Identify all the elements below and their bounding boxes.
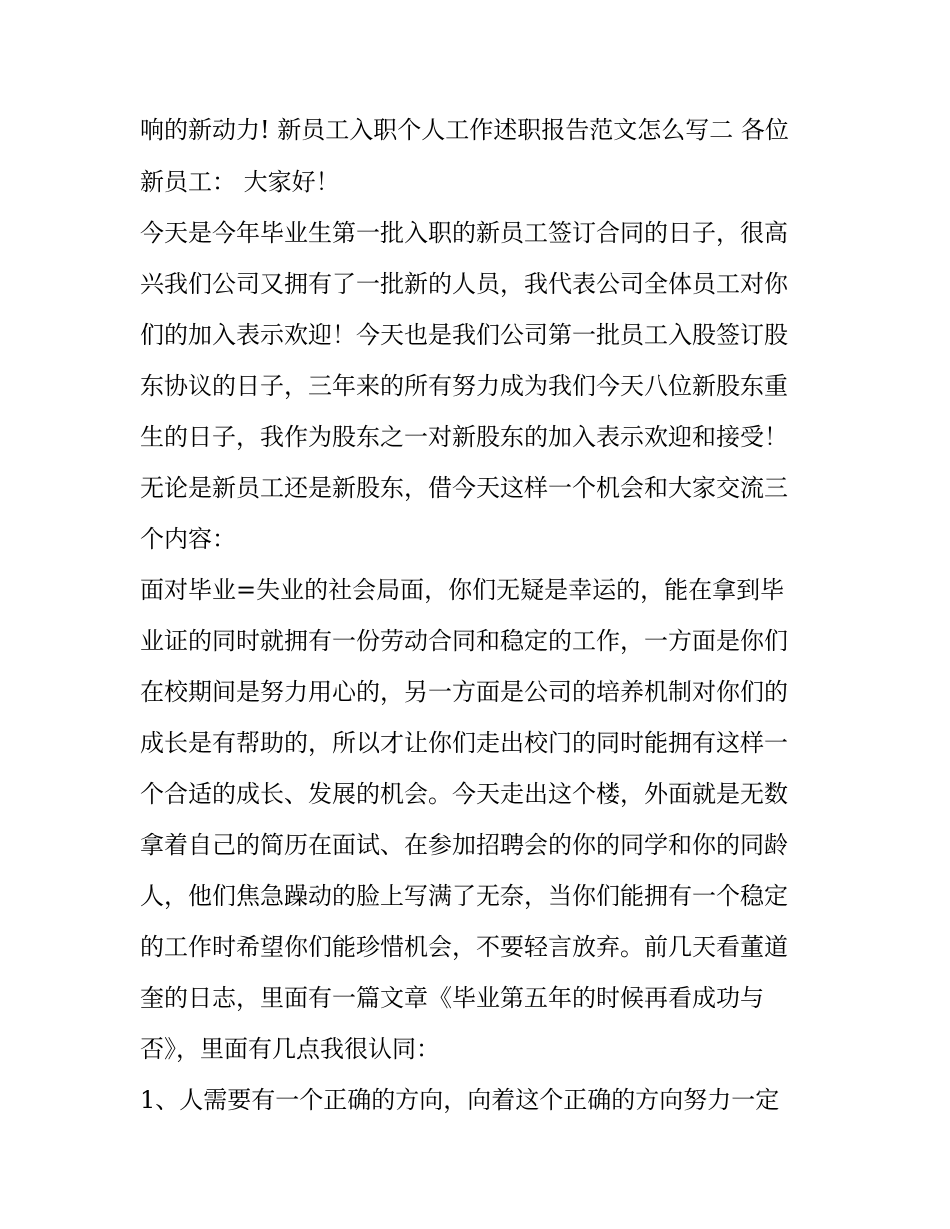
text-line: 面对毕业=失业的社会局面，你们无疑是幸运的，能在拿到毕	[140, 576, 785, 604]
text-line: 个合适的成长、发展的机会。今天走出这个楼，外面就是无数	[140, 780, 788, 808]
text-line: 们的加入表示欢迎！今天也是我们公司第一批员工入股签订股	[140, 321, 788, 349]
text-line: 东协议的日子，三年来的所有努力成为我们今天八位新股东重	[140, 372, 788, 400]
text-line: 拿着自己的简历在面试、在参加招聘会的你的同学和你的同龄	[140, 831, 788, 859]
text-line: 成长是有帮助的，所以才让你们走出校门的同时能拥有这样一	[140, 729, 788, 757]
text-line: 在校期间是努力用心的，另一方面是公司的培养机制对你们的	[140, 678, 788, 706]
text-line: 1、人需要有一个正确的方向，向着这个正确的方向努力一定	[140, 1086, 780, 1114]
text-line: 奎的日志，里面有一篇文章《毕业第五年的时候再看成功与	[140, 984, 764, 1012]
text-line: 否》，里面有几点我很认同：	[140, 1035, 440, 1063]
text-line: 人，他们焦急躁动的脸上写满了无奈，当你们能拥有一个稳定	[140, 882, 788, 910]
text-line: 业证的同时就拥有一份劳动合同和稳定的工作，一方面是你们	[140, 627, 788, 655]
text-line: 的工作时希望你们能珍惜机会，不要轻言放弃。前几天看董道	[140, 933, 788, 961]
text-line: 生的日子，我作为股东之一对新股东的加入表示欢迎和接受！	[140, 423, 788, 451]
text-line: 响的新动力! 新员工入职个人工作述职报告范文怎么写二 各位	[140, 116, 789, 144]
text-line: 兴我们公司又拥有了一批新的人员，我代表公司全体员工对你	[140, 270, 788, 298]
text-line: 新员工： 大家好！	[140, 168, 340, 196]
text-line: 个内容：	[140, 525, 236, 553]
text-line: 今天是今年毕业生第一批入职的新员工签订合同的日子，很高	[140, 219, 788, 247]
text-line: 无论是新员工还是新股东，借今天这样一个机会和大家交流三	[140, 474, 788, 502]
